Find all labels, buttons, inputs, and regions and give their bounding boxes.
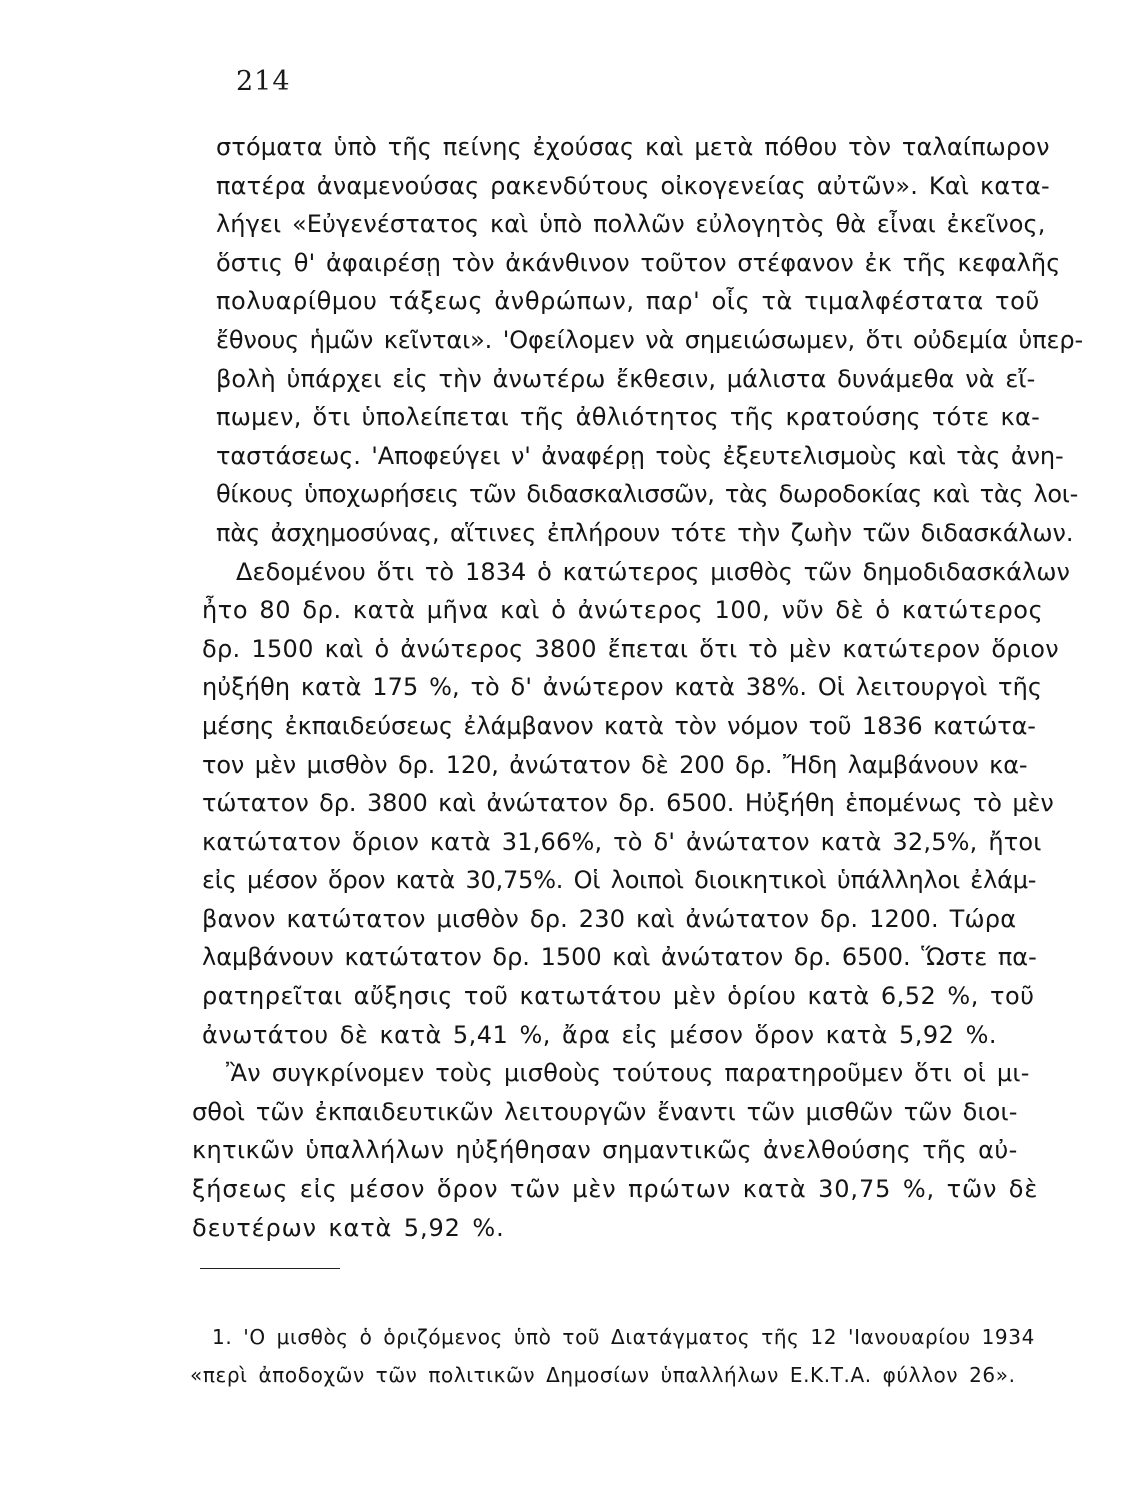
text-line: δευτέρων κατὰ 5,92 %. <box>192 1213 505 1242</box>
footnote-line: 1. 'Ο μισθὸς ὁ ὁριζόμενος ὑπὸ τοῦ Διατάγματος τῆς 12 'Ιανουαρίου 1934 <box>212 1325 1035 1349</box>
text-line: τον μὲν μισθὸν δρ. 120, ἀνώτατον δὲ 200 δρ. Ἤδη λαμβάνουν κα- <box>202 750 1028 779</box>
text-line: θίκους ὑποχωρήσεις τῶν διδασκαλισσῶν, τὰς δωροδοκίας καὶ τὰς λοι- <box>216 480 1078 509</box>
text-line: ἀνωτάτου δὲ κατὰ 5,41 %, ἄρα εἰς μέσον ὅρον κατὰ 5,92 %. <box>202 1020 998 1049</box>
text-line: ταστάσεως. 'Αποφεύγει ν' ἀναφέρῃ τοὺς ἐξευτελισμοὺς καὶ τὰς ἀνη- <box>216 441 1064 470</box>
text-line: πωμεν, ὅτι ὑπολείπεται τῆς ἀθλιότητος τῆς κρατούσης τότε κα- <box>216 403 1041 432</box>
text-line: βανον κατώτατον μισθὸν δρ. 230 καὶ ἀνώτατον δρ. 1200. Τώρα <box>202 904 1017 933</box>
footnote-separator <box>200 1268 340 1269</box>
text-line: μέσης ἐκπαιδεύσεως ἐλάμβανον κατὰ τὸν νόμον τοῦ 1836 κατώτα- <box>202 711 1036 740</box>
text-line: λήγει «Εὐγενέστατος καὶ ὑπὸ πολλῶν εὐλογητὸς θὰ εἶναι ἐκεῖνος, <box>216 210 1046 239</box>
text-line: ἔθνους ἡμῶν κεῖνται». 'Οφείλομεν νὰ σημειώσωμεν, ὅτι οὐδεμία ὑπερ- <box>216 325 1084 354</box>
paragraph-1 <box>188 128 1084 553</box>
text-line: ὅστις θ' ἀφαιρέσῃ τὸν ἀκάνθινον τοῦτον στέφανον ἐκ τῆς κεφαλῆς <box>216 248 1061 277</box>
text-line: βολὴ ὑπάρχει εἰς τὴν ἀνωτέρω ἔκθεσιν, μάλιστα δυνάμεθα νὰ εἴ- <box>216 364 1036 393</box>
footnote-line: «περὶ ἀποδοχῶν τῶν πολιτικῶν Δημοσίων ὑπαλλήλων Ε.Κ.Τ.Α. φύλλον 26». <box>190 1363 1016 1387</box>
text-line: δρ. 1500 καὶ ὁ ἀνώτερος 3800 ἔπεται ὅτι τὸ μὲν κατώτερον ὅριον <box>202 634 1059 663</box>
text-line: πατέρα ἀναμενούσας ρακενδύτους οἰκογενείας αὐτῶν». Καὶ κατα- <box>216 171 1050 200</box>
text-line: πολυαρίθμου τάξεως ἀνθρώπων, παρ' οἷς τὰ τιμαλφέστατα τοῦ <box>216 287 1040 316</box>
text-line: στόματα ὑπὸ τῆς πείνης ἐχούσας καὶ μετὰ πόθου τὸν ταλαίπωρον <box>216 133 1050 161</box>
text-line: πὰς ἀσχημοσύνας, αἵτινες ἐπλήρουν τότε τὴν ζωὴν τῶν διδασκάλων. <box>216 518 1074 547</box>
text-line: Ἂν συγκρίνομεν τοὺς μισθοὺς τούτους παρατηροῦμεν ὅτι οἱ μι- <box>226 1059 1030 1088</box>
text-line: ηὐξήθη κατὰ 175 %, τὸ δ' ἀνώτερον κατὰ 38%. Οἱ λειτουργοὶ τῆς <box>202 673 1043 702</box>
text-line: εἰς μέσον ὅρον κατὰ 30,75%. Οἱ λοιποὶ διοικητικοὶ ὑπάλληλοι ἐλάμ- <box>202 866 1037 895</box>
body-text <box>188 128 1084 1247</box>
page-number: 214 <box>236 66 291 97</box>
footnote <box>190 1318 1072 1394</box>
paragraph-3 <box>188 1054 1078 1247</box>
text-line: σθοὶ τῶν ἐκπαιδευτικῶν λειτουργῶν ἔναντι τῶν μισθῶν τῶν διοι- <box>192 1097 1018 1126</box>
paragraph-2 <box>188 553 1078 1055</box>
text-line: τώτατον δρ. 3800 καὶ ἀνώτατον δρ. 6500. Ηὐξήθη ἑπομένως τὸ μὲν <box>202 789 1054 818</box>
text-line: Δεδομένου ὅτι τὸ 1834 ὁ κατώτερος μισθὸς τῶν δημοδιδασκάλων <box>236 557 1071 586</box>
text-line: ξήσεως εἰς μέσον ὅρον τῶν μὲν πρώτων κατὰ 30,75 %, τῶν δὲ <box>192 1175 1039 1204</box>
text-line: ἦτο 80 δρ. κατὰ μῆνα καὶ ὁ ἀνώτερος 100, νῦν δὲ ὁ κατώτερος <box>202 596 1044 625</box>
text-line: κατώτατον ὅριον κατὰ 31,66%, τὸ δ' ἀνώτατον κατὰ 32,5%, ἤτοι <box>202 827 1042 856</box>
text-line: κητικῶν ὑπαλλήλων ηὐξήθησαν σημαντικῶς ἀνελθούσης τῆς αὐ- <box>192 1136 1018 1165</box>
text-line: ρατηρεῖται αὔξησις τοῦ κατωτάτου μὲν ὁρίου κατὰ 6,52 %, τοῦ <box>202 982 1035 1011</box>
text-line: λαμβάνουν κατώτατον δρ. 1500 καὶ ἀνώτατον δρ. 6500. Ὥστε πα- <box>202 943 1037 972</box>
